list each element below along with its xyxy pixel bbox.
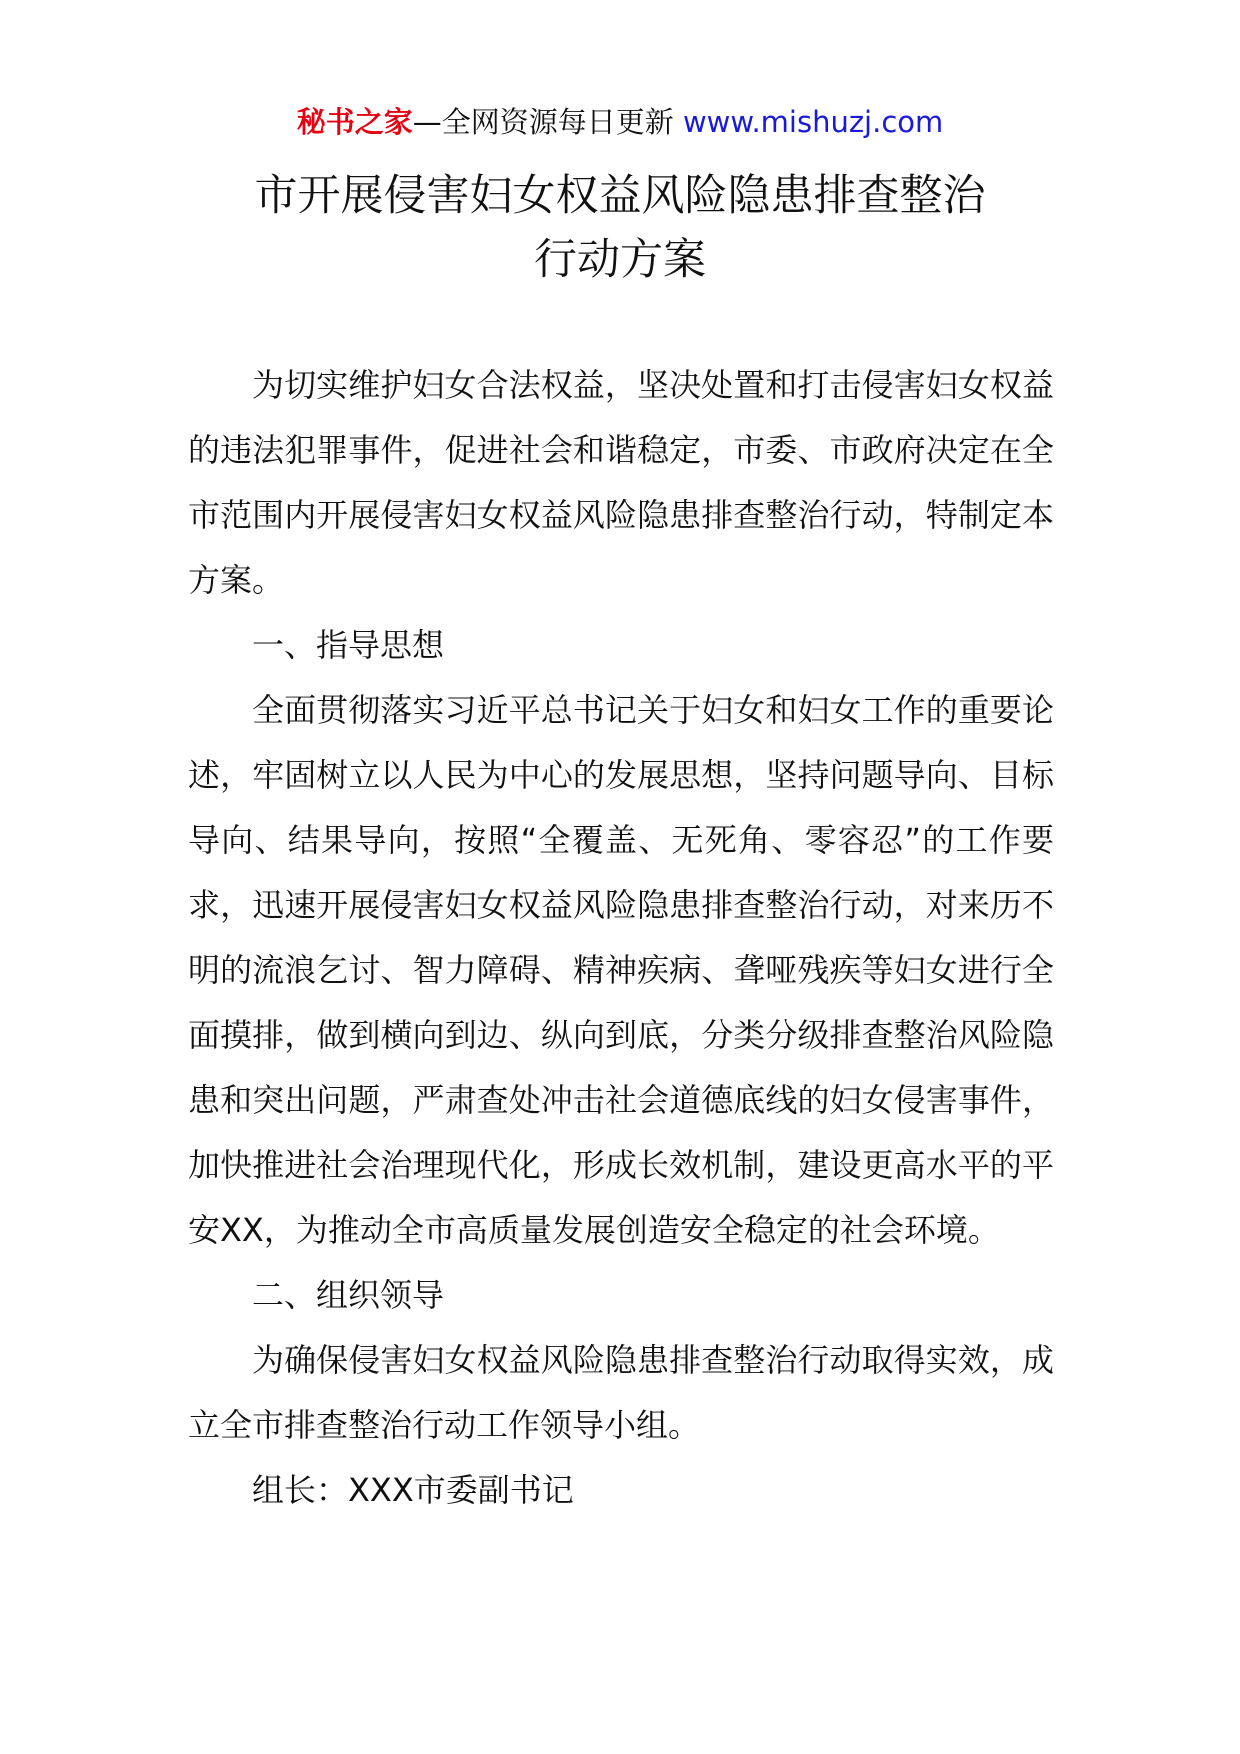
document-title-line-1: 市开展侵害妇女权益风险隐患排查整治 bbox=[254, 171, 986, 221]
site-brand: 秘书之家 bbox=[296, 105, 413, 139]
section-heading-guiding-ideology: 一、指导思想 bbox=[252, 626, 445, 664]
guiding-ideology-paragraph: 全面贯彻落实习近平总书记关于妇女和妇女工作的重要论述，牢固树立以人民为中心的发展思想，坚持问题导向、目标导向、结果导向，按照“全覆盖、无死角、零容忍”的工作要求，迅速开展侵害妇女权益风险隐患排查整治行动，对来历不明的流浪乞讨、智力障碍、精神疾病、聋哑残疾等妇女进行全面摸排，做到横向到边、纵向到底，分类分级排查整治风险隐患和突出问题，严肃查处冲击社会道德底线的妇女侵害事件，加快推进社会治理现代化，形成长效机制，建设更高水平的平安XX，为推动全市高质量发展创造安全稳定的社会环境。 bbox=[188, 691, 1054, 1249]
intro-paragraph: 为切实维护妇女合法权益，坚决处置和打击侵害妇女权益的违法犯罪事件，促进社会和谐稳定，市委、市政府决定在全市范围内开展侵害妇女权益风险隐患排查整治行动，特制定本方案。 bbox=[188, 366, 1054, 599]
site-tagline: —全网资源每日更新 bbox=[412, 105, 683, 139]
document-body bbox=[188, 353, 1054, 1523]
document-title bbox=[0, 164, 1240, 292]
organization-paragraph: 为确保侵害妇女权益风险隐患排查整治行动取得实效，成立全市排查整治行动工作领导小组。 bbox=[188, 1341, 1054, 1444]
group-leader-line: 组长：XXX市委副书记 bbox=[252, 1471, 574, 1509]
site-banner bbox=[0, 102, 1240, 142]
document-title-line-2: 行动方案 bbox=[534, 235, 706, 285]
site-url[interactable]: www.mishuzj.com bbox=[682, 105, 944, 139]
section-heading-organization: 二、组织领导 bbox=[252, 1276, 445, 1314]
